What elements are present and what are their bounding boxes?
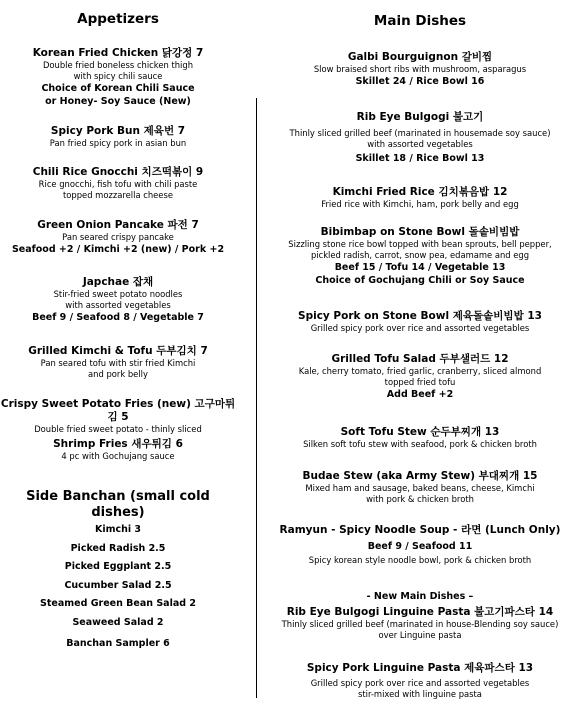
item-desc: Rice gnocchi, fish tofu with chili paste [38,179,198,189]
item-desc: Stir-fried sweet potato noodles [53,289,183,299]
item-desc: over Linguine pasta [378,630,462,640]
item-desc: topped mozzarella cheese [63,190,173,200]
item-title: Galbi Bourguignon 갈비찜 [347,51,493,63]
item-option: Skillet 18 / Rice Bowl 13 [355,153,485,164]
menu-item [271,226,569,287]
item-title: Spicy Pork on Stone Bowl 제육돌솥비빔밥 13 [298,310,542,322]
menu-item [271,186,569,210]
appetizers-heading: Appetizers [77,11,159,27]
menu-item [271,51,569,88]
menu-item [271,470,569,505]
item-title: Kimchi Fried Rice 김치볶음밥 12 [332,186,508,198]
menu-item [271,310,569,334]
side-dish: Seaweed Salad 2 [72,616,164,628]
item-option: Seafood +2 / Kimchi +2 (new) / Pork +2 [11,244,225,255]
item-desc: Thinly sliced grilled beef (marinated in housemade soy sauce) [289,128,551,138]
item-option: Add Beef +2 [386,389,454,400]
item-desc: Double fried sweet potato - thinly sliced [34,424,202,434]
menu-item [0,219,236,256]
item-desc: with spicy chili sauce [73,71,163,81]
item-desc: Thinly sliced grilled beef (marinated in house-Blending soy sauce) [281,619,559,629]
item-title: Grilled Kimchi & Tofu 두부김치 7 [28,345,208,357]
menu-item [271,426,569,450]
item-title: Grilled Tofu Salad 두부샐러드 12 [331,353,509,365]
item-option: Beef 9 / Seafood 8 / Vegetable 7 [32,312,204,323]
item-desc: 4 pc with Gochujang sauce [61,451,175,461]
menu-item [271,524,569,566]
item-desc: topped fried tofu [384,377,456,387]
item-desc: Mixed ham and sausage, baked beans, cheese, Kimchi [305,483,535,493]
item-option: Skillet 24 / Rice Bowl 16 [355,76,485,87]
menu-item [0,345,236,380]
item-option: or Honey- Soy Sauce (New) [45,96,191,107]
item-desc: Kale, cherry tomato, fried garlic, cranberry, sliced almond [298,366,542,376]
item-title: Spicy Pork Linguine Pasta 제육파스타 13 [306,662,534,674]
item-title: Green Onion Pancake 파전 7 [37,219,199,231]
item-title: Crispy Sweet Potato Fries (new) 고구마튀김 5 [0,398,236,423]
item-desc: Slow braised short ribs with mushroom, asparagus [313,64,527,74]
item-desc: stir-mixed with linguine pasta [358,689,482,699]
menu-item [0,438,236,462]
item-desc: with pork & chicken broth [366,494,474,504]
item-desc: pickled radish, carrot, snow pea, edamame and egg [310,250,530,260]
item-title: Spicy Pork Bun 제육번 7 [50,125,186,137]
item-desc: Sizzling stone rice bowl topped with bean sprouts, bell pepper, [288,239,552,249]
item-title: Japchae 잡채 [82,276,154,288]
item-title: Bibimbap on Stone Bowl 돌솥비빔밥 [320,226,520,238]
item-desc: Pan seared crispy pancake [62,232,174,242]
side-dish: Picked Radish 2.5 [70,542,166,554]
item-title: Budae Stew (aka Army Stew) 부대찌개 15 [302,470,538,482]
item-desc: Fried rice with Kimchi, ham, pork belly and egg [321,199,519,209]
item-desc: with assorted vegetables [367,139,473,149]
side-dish: Cucumber Salad 2.5 [64,579,172,591]
side-banchan-list [0,521,236,653]
side-dish: Steamed Green Bean Salad 2 [40,598,196,610]
item-desc: Grilled spicy pork over rice and assorted vegetables [310,678,530,688]
item-option: Beef 9 / Seafood 11 [367,541,473,552]
main-dishes-heading: Main Dishes [373,13,467,29]
new-main-dishes-section [271,590,569,641]
menu-item [271,353,569,401]
column-divider [256,98,257,698]
item-desc: with assorted vegetables [65,300,171,310]
menu-item [0,398,236,435]
item-desc: Silken soft tofu stew with seafood, pork & chicken broth [303,439,537,449]
menu-item [0,276,236,324]
item-title: Rib Eye Bulgogi 불고기 [356,111,484,123]
menu-item [271,111,569,165]
item-desc: Pan fried spicy pork in asian bun [49,138,187,148]
item-desc: Pan seared tofu with stir fried Kimchi [40,358,196,368]
menu-item [0,166,236,201]
item-desc: Spicy korean style noodle bowl, pork & chicken broth [308,555,532,565]
item-title: Rib Eye Bulgogi Linguine Pasta 불고기파스타 14 [286,606,554,618]
item-option: Beef 15 / Tofu 14 / Vegetable 13 [334,262,506,273]
side-dish: Banchan Sampler 6 [66,637,170,649]
side-dish: Kimchi 3 [94,524,142,535]
item-desc: Double fried boneless chicken thigh [42,60,194,70]
side-dish: Picked Eggplant 2.5 [64,561,172,573]
menu-item [0,47,236,108]
item-option: Choice of Korean Chili Sauce [41,83,195,94]
item-desc: and pork belly [88,369,148,379]
item-title: Soft Tofu Stew 순두부찌개 13 [340,426,500,438]
menu-item [0,125,236,149]
item-desc: Grilled spicy pork over rice and assorted vegetables [310,323,530,333]
new-main-dishes-heading: - New Main Dishes – [366,591,474,602]
item-title: Chili Rice Gnocchi 치즈떡볶이 9 [32,166,204,178]
menu-item [271,662,569,700]
item-option: Choice of Gochujang Chili or Soy Sauce [315,275,525,286]
side-banchan-heading: Side Banchan (small cold dishes) [26,489,210,520]
item-title: Ramyun - Spicy Noodle Soup - 라면 (Lunch Only) [279,524,561,536]
item-title: Korean Fried Chicken 닭강정 7 [32,47,204,59]
item-title: Shrimp Fries 새우튀김 6 [53,438,183,450]
